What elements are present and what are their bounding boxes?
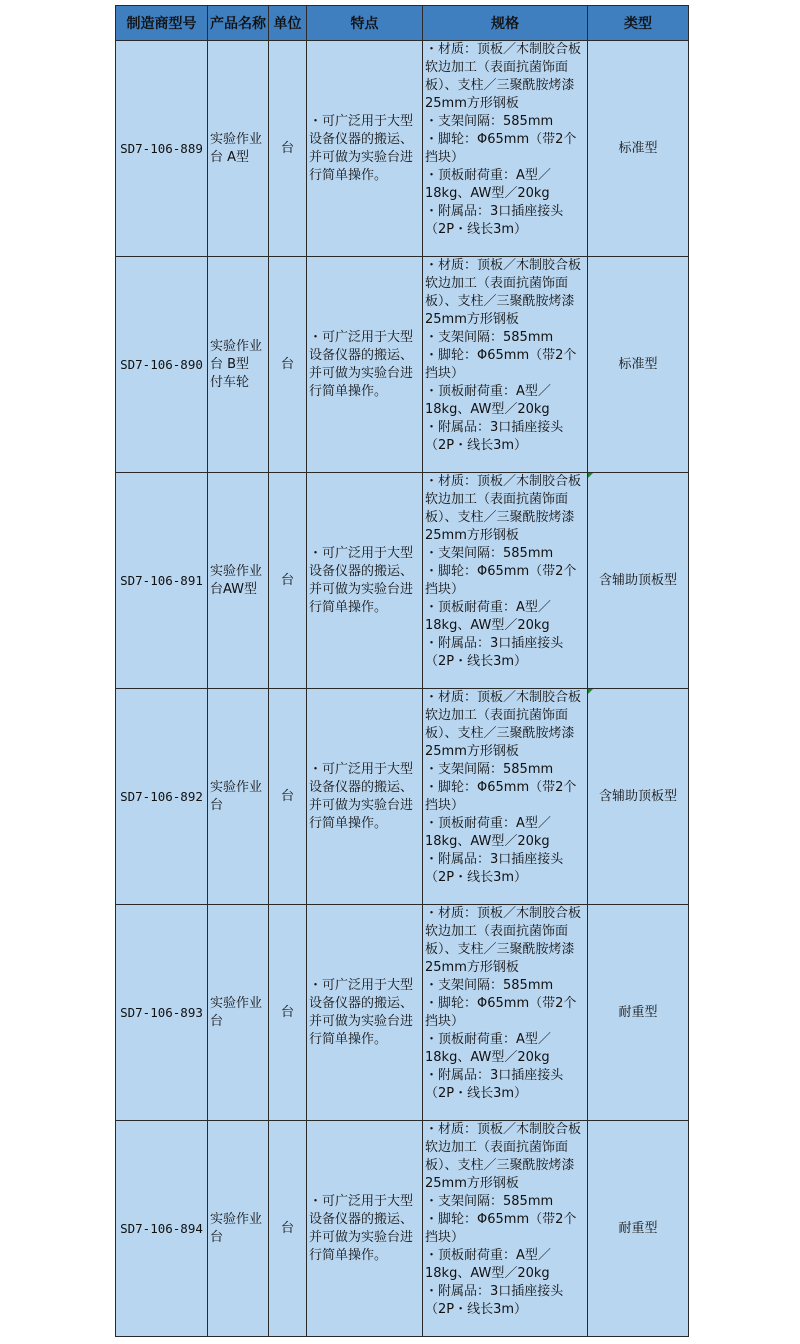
table-row (116, 905, 689, 1121)
spec-line: ・材质：顶板／木制胶合板软边加工（表面抗菌饰面板）、支柱／三聚酰胺烤漆25mm方形钢板 (425, 474, 582, 543)
cell-unit[interactable]: 台 (269, 1121, 307, 1337)
type-label: 标准型 (618, 356, 658, 372)
spec-line: ・支架间隔：585mm (425, 114, 554, 129)
cell-unit[interactable]: 台 (269, 689, 307, 905)
cell-product-name[interactable]: 实验作业台 (208, 1121, 269, 1337)
spec-line: ・附属品：3口插座接头（2P・线长3m） (425, 420, 564, 453)
cell-type[interactable] (588, 257, 689, 473)
header-unit[interactable]: 单位 (269, 6, 307, 41)
spec-line: ・脚轮：Φ65mm（带2个挡块） (425, 132, 577, 165)
spec-line: ・附属品：3口插座接头（2P・线长3m） (425, 1068, 564, 1101)
spec-line: ・顶板耐荷重：A型／18kg、AW型／20kg (425, 1248, 551, 1281)
spec-line: ・附属品：3口插座接头（2P・线长3m） (425, 1284, 564, 1317)
header-model[interactable]: 制造商型号 (116, 6, 208, 41)
spec-line: ・顶板耐荷重：A型／18kg、AW型／20kg (425, 1032, 551, 1065)
comment-indicator-icon[interactable] (588, 689, 593, 694)
spec-line: ・顶板耐荷重：A型／18kg、AW型／20kg (425, 816, 551, 849)
cell-model[interactable]: SD7-106-892 (116, 689, 208, 905)
cell-type[interactable] (588, 41, 689, 257)
cell-type[interactable] (588, 905, 689, 1121)
spec-line: ・附属品：3口插座接头（2P・线长3m） (425, 204, 564, 237)
spec-line: ・材质：顶板／木制胶合板软边加工（表面抗菌饰面板）、支柱／三聚酰胺烤漆25mm方形钢板 (425, 42, 582, 111)
type-label: 含辅助顶板型 (598, 572, 677, 588)
cell-features[interactable]: ・可广泛用于大型设备仪器的搬运、并可做为实验台进行简单操作。 (307, 41, 423, 257)
cell-product-name[interactable]: 实验作业台 (208, 689, 269, 905)
cell-model[interactable]: SD7-106-894 (116, 1121, 208, 1337)
type-label: 耐重型 (618, 1220, 658, 1236)
spec-line: ・支架间隔：585mm (425, 978, 554, 993)
type-label: 标准型 (618, 140, 658, 156)
cell-product-name[interactable]: 实验作业台 B型 付车轮 (208, 257, 269, 473)
cell-spec[interactable] (423, 1121, 588, 1337)
cell-features[interactable]: ・可广泛用于大型设备仪器的搬运、并可做为实验台进行简单操作。 (307, 257, 423, 473)
spec-line: ・附属品：3口插座接头（2P・线长3m） (425, 636, 564, 669)
cell-product-name[interactable]: 实验作业台 A型 (208, 41, 269, 257)
cell-type[interactable] (588, 1121, 689, 1337)
cell-features[interactable]: ・可广泛用于大型设备仪器的搬运、并可做为实验台进行简单操作。 (307, 905, 423, 1121)
header-type[interactable]: 类型 (588, 6, 689, 41)
type-label: 耐重型 (618, 1004, 658, 1020)
cell-product-name[interactable]: 实验作业台 (208, 905, 269, 1121)
cell-features[interactable]: ・可广泛用于大型设备仪器的搬运、并可做为实验台进行简单操作。 (307, 473, 423, 689)
header-row (116, 6, 689, 41)
comment-indicator-icon[interactable] (588, 473, 593, 478)
cell-type[interactable] (588, 473, 689, 689)
spec-line: ・支架间隔：585mm (425, 762, 554, 777)
cell-spec[interactable] (423, 689, 588, 905)
spec-line: ・脚轮：Φ65mm（带2个挡块） (425, 996, 577, 1029)
spec-line: ・材质：顶板／木制胶合板软边加工（表面抗菌饰面板）、支柱／三聚酰胺烤漆25mm方形钢板 (425, 258, 582, 327)
table-body (116, 41, 689, 1337)
spec-line: ・脚轮：Φ65mm（带2个挡块） (425, 564, 577, 597)
cell-model[interactable]: SD7-106-893 (116, 905, 208, 1121)
spec-line: ・材质：顶板／木制胶合板软边加工（表面抗菌饰面板）、支柱／三聚酰胺烤漆25mm方形钢板 (425, 906, 582, 975)
table-row (116, 689, 689, 905)
spec-line: ・脚轮：Φ65mm（带2个挡块） (425, 780, 577, 813)
table-row (116, 41, 689, 257)
spec-line: ・支架间隔：585mm (425, 330, 554, 345)
cell-model[interactable]: SD7-106-890 (116, 257, 208, 473)
header-name[interactable]: 产品名称 (208, 6, 269, 41)
spec-line: ・附属品：3口插座接头（2P・线长3m） (425, 852, 564, 885)
spec-line: ・支架间隔：585mm (425, 546, 554, 561)
spec-line: ・顶板耐荷重：A型／18kg、AW型／20kg (425, 384, 551, 417)
cell-features[interactable]: ・可广泛用于大型设备仪器的搬运、并可做为实验台进行简单操作。 (307, 1121, 423, 1337)
cell-unit[interactable]: 台 (269, 473, 307, 689)
cell-spec[interactable] (423, 257, 588, 473)
cell-unit[interactable]: 台 (269, 905, 307, 1121)
cell-spec[interactable] (423, 905, 588, 1121)
cell-model[interactable]: SD7-106-891 (116, 473, 208, 689)
cell-unit[interactable]: 台 (269, 257, 307, 473)
header-spec[interactable]: 规格 (423, 6, 588, 41)
spec-line: ・顶板耐荷重：A型／18kg、AW型／20kg (425, 600, 551, 633)
cell-unit[interactable]: 台 (269, 41, 307, 257)
cell-type[interactable] (588, 689, 689, 905)
spec-line: ・顶板耐荷重：A型／18kg、AW型／20kg (425, 168, 551, 201)
cell-spec[interactable] (423, 473, 588, 689)
type-label: 含辅助顶板型 (598, 788, 677, 804)
spec-line: ・材质：顶板／木制胶合板软边加工（表面抗菌饰面板）、支柱／三聚酰胺烤漆25mm方形钢板 (425, 690, 582, 759)
cell-spec[interactable] (423, 41, 588, 257)
table-row (116, 257, 689, 473)
table-row (116, 473, 689, 689)
spec-line: ・支架间隔：585mm (425, 1194, 554, 1209)
cell-product-name[interactable]: 实验作业台AW型 (208, 473, 269, 689)
spec-line: ・脚轮：Φ65mm（带2个挡块） (425, 348, 577, 381)
cell-features[interactable]: ・可广泛用于大型设备仪器的搬运、并可做为实验台进行简单操作。 (307, 689, 423, 905)
spec-line: ・材质：顶板／木制胶合板软边加工（表面抗菌饰面板）、支柱／三聚酰胺烤漆25mm方形钢板 (425, 1122, 582, 1191)
cell-model[interactable]: SD7-106-889 (116, 41, 208, 257)
header-features[interactable]: 特点 (307, 6, 423, 41)
product-spec-table (115, 5, 689, 1337)
table-row (116, 1121, 689, 1337)
spec-line: ・脚轮：Φ65mm（带2个挡块） (425, 1212, 577, 1245)
